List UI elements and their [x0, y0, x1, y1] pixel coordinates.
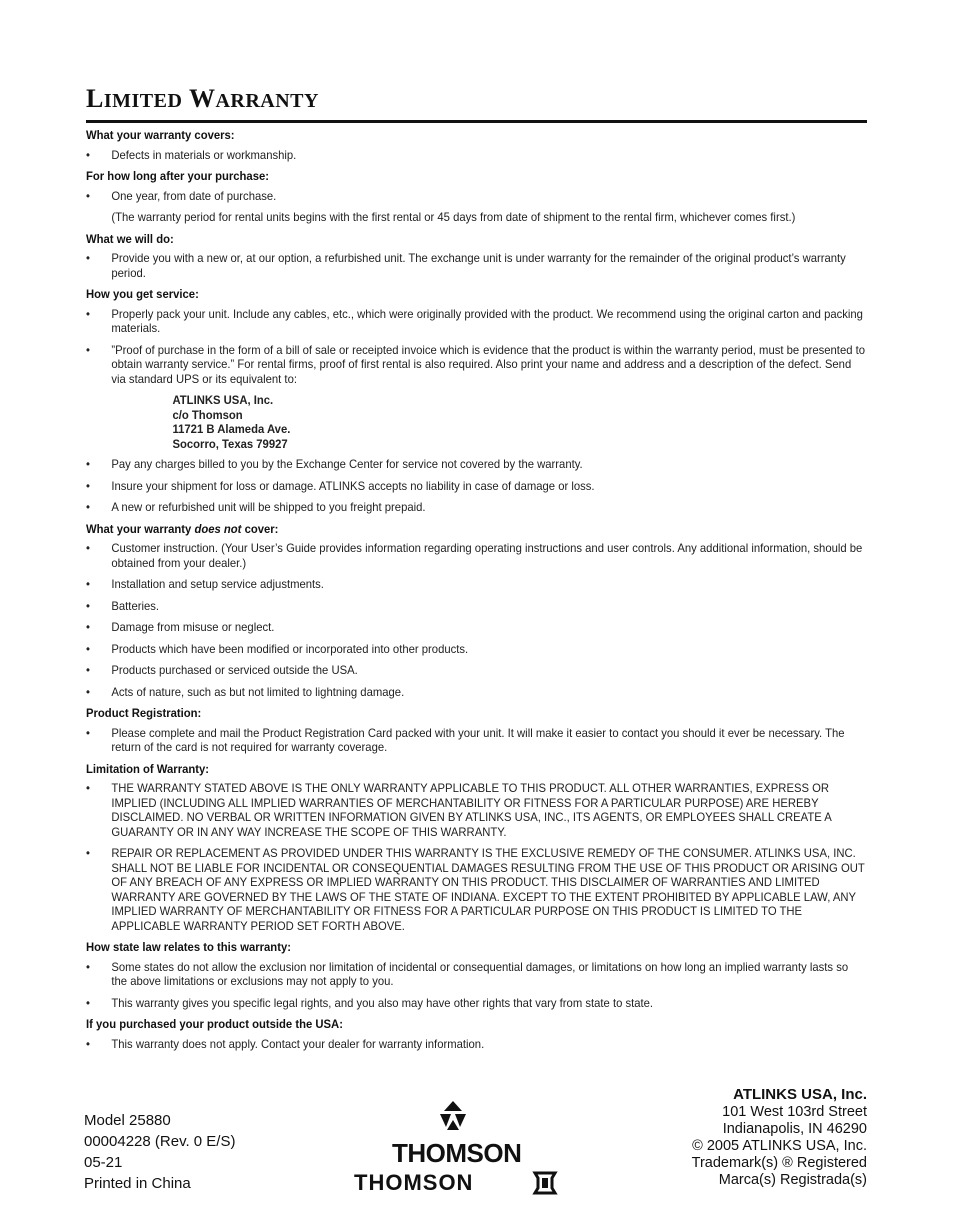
list-item: • Customer instruction. (Your User’s Guide provides information regarding operating instructions and user controls. Any additional information, should be obtained from your dealer.): [86, 541, 866, 570]
section-heading: How state law relates to this warranty:: [86, 940, 291, 954]
warranty-body: [86, 128, 866, 1058]
section-heading: How you get service:: [86, 287, 199, 301]
list-item: • THE WARRANTY STATED ABOVE IS THE ONLY WARRANTY APPLICABLE TO THIS PRODUCT. ALL OTHER WARRANTIES, EXPRESS OR IMPLIED (INCLUDING ALL IMPLIED WARRANTIES OF MERCHANTABILITY OR FITNESS FOR A PARTICULAR PURPOSE) ARE HEREBY DISCLAIMED. NO VERBAL OR WRITTEN INFORMATION GIVEN BY ATLINKS USA, INC., ITS AGENTS, OR EMPLOYEES SHALL CREATE A GUARANTY OR IN ANY WAY INCREASE THE SCOPE OF THIS WARRANTY.: [86, 781, 866, 839]
list-item: • Defects in materials or workmanship.: [86, 148, 866, 163]
company-address: [692, 1086, 867, 1189]
origin: Printed in China: [84, 1175, 191, 1192]
service-address: [86, 393, 866, 451]
list-item: • A new or refurbished unit will be shipped to you freight prepaid.: [86, 500, 866, 515]
section-heading: What your warranty does not cover:: [86, 521, 279, 536]
list-item: • Pay any charges billed to you by the Exchange Center for service not covered by the warranty.: [86, 457, 866, 472]
list-item: • Products purchased or serviced outside the USA.: [86, 663, 866, 678]
list-item: • Installation and setup service adjustments.: [86, 577, 866, 592]
section-heading: Product Registration:: [86, 706, 202, 720]
list-item: • ”Proof of purchase in the form of a bill of sale or receipted invoice which is evidence that the product is within the warranty period, must be presented to obtain warranty service.” For rental firms, proof of first rental is also required. Also print your name and address and a description of the defect. Send via standard UPS or its equivalent to:: [86, 343, 866, 387]
company-name: ATLINKS USA, Inc.: [733, 1086, 867, 1103]
model-info: [84, 1110, 235, 1194]
list-item: • This warranty gives you specific legal rights, and you also may have other rights that vary from state to state.: [86, 996, 866, 1011]
list-item: • Properly pack your unit. Include any cables, etc., which were originally provided with the product. We recommend using the original carton and packing materials.: [86, 307, 866, 336]
part-number: 00004228 (Rev. 0 E/S): [84, 1133, 236, 1150]
model-line: Model 25880: [84, 1112, 171, 1129]
list-item: • This warranty does not apply. Contact your dealer for warranty information.: [86, 1037, 866, 1052]
address-line: 11721 B Alameda Ave.: [172, 422, 291, 436]
address-line: c/o Thomson: [172, 407, 243, 422]
date-code: 05-21: [84, 1154, 123, 1171]
section-heading: Limitation of Warranty:: [86, 761, 210, 776]
section-heading: What we will do:: [86, 231, 174, 246]
list-item: • Acts of nature, such as but not limited to lightning damage.: [86, 685, 866, 700]
list-item: • Some states do not allow the exclusion nor limitation of incidental or consequential damages, or limitations on how long an implied warranty lasts so the above limitations or exclusions may not apply to you.: [86, 960, 866, 989]
address-line: Socorro, Texas 79927: [172, 436, 288, 451]
copyright: © 2005 ATLINKS USA, Inc.: [692, 1138, 867, 1154]
trademark: Trademark(s) ® Registered: [691, 1155, 867, 1171]
list-item: • Please complete and mail the Product Registration Card packed with your unit. It will make it easier to contact you should it ever be necessary. The return of the card is not required for warranty coverage.: [86, 726, 866, 755]
section-heading: For how long after your purchase:: [86, 169, 270, 183]
thomson-badge-icon: [532, 1170, 558, 1196]
address-line: Indianapolis, IN 46290: [722, 1121, 867, 1137]
list-item: • Insure your shipment for loss or damage. ATLINKS accepts no liability in case of damage or loss.: [86, 479, 866, 494]
section-heading: What your warranty covers:: [86, 128, 235, 142]
list-item: • Products which have been modified or incorporated into other products.: [86, 642, 866, 657]
list-item: • Batteries.: [86, 599, 866, 614]
thomson-emblem-icon: [438, 1100, 468, 1132]
address-line: 101 West 103rd Street: [722, 1104, 867, 1120]
thomson-logo: [352, 1100, 562, 1200]
list-item: • REPAIR OR REPLACEMENT AS PROVIDED UNDER THIS WARRANTY IS THE EXCLUSIVE REMEDY OF THE CONSUMER. ATLINKS USA, INC. SHALL NOT BE LIABLE FOR INCIDENTAL OR CONSEQUENTIAL DAMAGES RESULTING FROM THE USE OF THIS PRODUCT OR ARISING OUT OF ANY BREACH OF ANY EXPRESS OR IMPLIED WARRANTY ON THIS PRODUCT. THIS DISCLAIMER OF WARRANTIES AND LIMITED WARRANTY ARE GOVERNED BY THE LAWS OF THE STATE OF INDIANA. EXCEPT TO THE EXTENT PROHIBITED BY APPLICABLE LAW, ANY IMPLIED WARRANTY OF MERCHANTABILITY OR FITNESS FOR A PARTICULAR PURPOSE ON THIS PRODUCT IS LIMITED TO THE APPLICABLE WARRANTY PERIOD SET FORTH ABOVE.: [86, 846, 866, 933]
address-line: ATLINKS USA, Inc.: [172, 393, 274, 407]
list-item: • One year, from date of purchase.: [86, 189, 866, 204]
page-title: LIMITED WARRANTY: [86, 84, 319, 113]
section-heading: If you purchased your product outside the USA:: [86, 1017, 343, 1031]
trademark-es: Marca(s) Registrada(s): [718, 1172, 867, 1188]
logo-wordmark: THOMSON: [392, 1138, 522, 1168]
list-item: • Damage from misuse or neglect.: [86, 620, 866, 635]
rental-note: (The warranty period for rental units begins with the first rental or 45 days from date of shipment to the rental firm, whichever comes first.): [111, 210, 796, 224]
logo-wordmark-secondary: THOMSON: [354, 1170, 474, 1195]
title-rule: [86, 120, 867, 123]
list-item: • Provide you with a new or, at our option, a refurbished unit. The exchange unit is under warranty for the remainder of the original product’s warranty period.: [86, 251, 866, 280]
